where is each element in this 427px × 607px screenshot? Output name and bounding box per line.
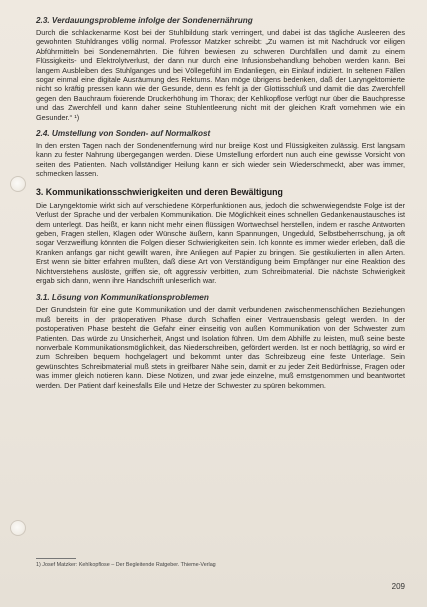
- section-heading-2-3: 2.3. Verdauungsprobleme infolge der Sondenernährung: [36, 16, 253, 25]
- section-heading-3-1: 3.1. Lösung von Kommunikationsproblemen: [36, 293, 209, 303]
- section-text-3-1: Der Grundstein für eine gute Kommunikation und der damit verbundenen zwischenmenschlichen Beziehungen muß bereits in der präoperativen Phase durch Schaffen einer Vertrauensbasis gelegt werden. In der postoperativen Phase besteht die Gefahr einer einseitig von außen Kommunikation von der Schwester zum Patienten. Das würde zu Unsicherheit, Angst und Isolation führen. Um dem Abhilfe zu leisten, muß seine beste nonverbale Kommunikationsmöglichkeit, das Niederschreiben, gefördert werden. Ist er noch bettlägrig, so wird er zum Schreiben bequem hochgelagert und bekommt unter das Schreibzeug eine feste Unterlage. Sein gewünschtes Schreibmaterial muß stets in greifbarer Nähe sein, damit er zu jeder Zeit Bedürfnisse, Fragen oder was immer gleich notieren kann. Diese Notizen, und zwar jede einzelne, muß ernstgenommen und beantwortet werden. Der Patient darf keinesfalls Eile und Hetze der Schwester zu spüren bekommen.: [36, 305, 405, 390]
- page-number: 209: [391, 582, 405, 591]
- hole-punch-mark: [10, 520, 26, 536]
- page-content: [36, 16, 405, 390]
- section-text-2-3: Durch die schlackenarme Kost bei der Stuhlbildung stark verringert, und dabei ist das tägliche Ausleeren des gewohnten Stuhldranges völlig normal. Professor Matzker schreibt: „Zu warnen ist mit Nachdruck vor eiligen Abführmitteln bei Sondenernährten. Die führen bewiesen zu schweren Durchfällen und damit zu einem Flüssigkeits- und Elektrolytverlust, der dann nur durch eine Infusionsbehandlung behoben werden kann. Bei langem Ausbleiben des Stuhlganges und bei Völlegefühl im Endanliegen, ein Einlauf indiziert. In seltenen Fällen sogar einmal eine digitale Ausräumung des Rektums. Man möge übrigens bedenken, daß der Laryngektomierte nicht so kräftig pressen kann wie der Gesunde, denn es fehlt ja der Glottisschluß und damit die das Zwerchfell gegen den Bauchraum fixierende Druckerhöhung im Thorax; der Kehlkopflose verfügt nur über die Bauchpresse und das Zwerchfell und kann daher seine Stuhlentleerung nicht mit der gleichen Kraft vornehmen wie ein Gesunder.“ ¹): [36, 28, 405, 122]
- section-text-2-4: In den ersten Tagen nach der Sondenentfernung wird nur breiige Kost und Flüssigkeiten zulässig. Erst langsam kann zu fester Nahrung übergegangen werden. Diese Umstellung erfordert nun auch eine gewisse Vorsicht von seiten des Patienten. Nach vollständiger Heilung kann er sich wieder sein Wiederschmeckt, aber was immer, schmecken lassen.: [36, 141, 405, 179]
- footnote: 1) Josef Matzker: Kehlkopflose – Der Begleitende Ratgeber. Thieme-Verlag: [36, 562, 216, 568]
- section-heading-2-4: 2.4. Umstellung von Sonden- auf Normalkost: [36, 129, 211, 139]
- hole-punch-mark: [10, 176, 26, 192]
- footnote-divider: [36, 558, 76, 559]
- section-text-3: Die Laryngektomie wirkt sich auf verschiedene Körperfunktionen aus, jedoch die schwerwiegendste Folge ist der Verlust der Sprache und der verbalen Kommunikation. Die Möglichkeit eines schnellen Gedankenaustausches ist dem unterlegt. Das heißt, er kann nicht mehr einen flüssigen Wortwechsel herstellen, indem er rasche Antworten geben, Fragen stellen, Klagen oder Wünsche äußern, kann Spannungen, Ungeduld, Selbstbeherrschung, ja oft sogar Verzweiflung könnten die Folgen dieser Schwierigkeiten sein. Ich konnte es immer wieder erleben, daß die Kranken anfangs gar nicht gewillt waren, ihre Anliegen auf Papier zu bringen. Sie gestikulierten in allen Arten. Erst wenn sie bitter erfahren mußten, daß diese Art von Verständigung beim Empfänger nur eine Reaktion des Nichtverstehens auslöste, griffen sie, oft aggressiv verbitten, zum Schreibmaterial. Die nächste Schwierigkeit ergab sich dann, wenn ihre Handschrift unleserlich war.: [36, 200, 405, 285]
- section-heading-3: 3. Kommunikationsschwierigkeiten und deren Bewältigung: [36, 186, 283, 197]
